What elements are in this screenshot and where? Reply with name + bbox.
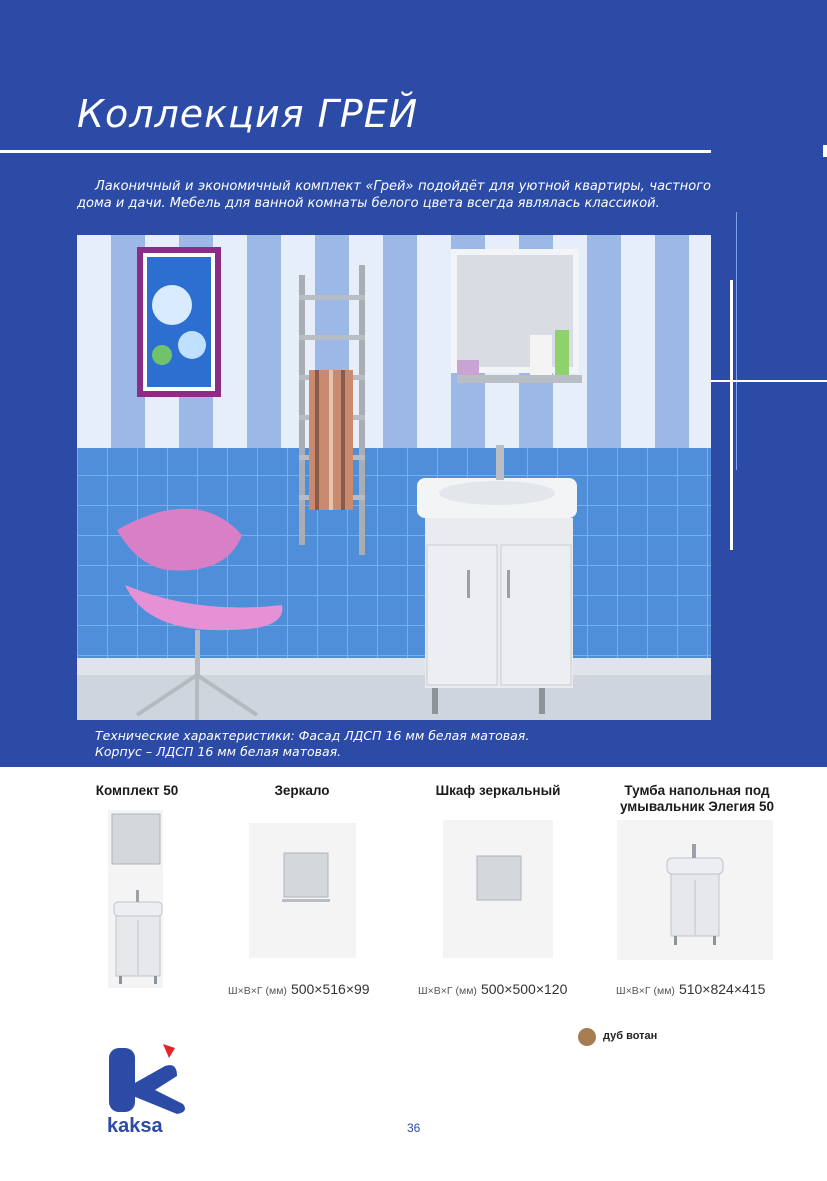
product-title-set: Комплект 50 <box>95 783 179 798</box>
product-title-vanity-line-2: умывальник Элегия 50 <box>619 799 775 814</box>
logo-wordmark: kaksa <box>107 1115 163 1135</box>
product-image-mirror <box>249 823 356 958</box>
specs-line-1: Технические характеристики: Фасад ЛДСП 16 мм белая матовая. <box>95 728 530 743</box>
kaksa-logo <box>103 1040 198 1135</box>
product-dims-vanity <box>616 981 765 999</box>
dims-label: Ш×В×Г (мм) <box>616 985 675 997</box>
right-accent-bar <box>730 280 733 550</box>
dims-value: 500×516×99 <box>290 981 370 997</box>
collection-description: Лаконичный и экономичный комплект «Грей» подойдёт для уютной квартиры, частного дома и дачи. Мебель для ванной комнаты белого цвета всегда являлась классикой. <box>77 179 711 211</box>
product-image-set <box>108 810 163 988</box>
dims-value: 510×824×415 <box>678 981 766 997</box>
color-swatch-label: дуб вотан <box>603 1030 658 1042</box>
dims-label: Ш×В×Г (мм) <box>418 985 477 997</box>
corner-tick <box>823 145 827 157</box>
product-title-mirror: Зеркало <box>274 783 330 798</box>
color-swatch-oak[interactable] <box>578 1028 596 1046</box>
product-title-vanity <box>606 783 788 815</box>
specs-line-2: Корпус – ЛДСП 16 мм белая матовая. <box>95 744 342 759</box>
product-dims-mirror-cabinet <box>418 981 567 999</box>
title-underline <box>0 150 711 153</box>
product-image-vanity <box>617 820 773 960</box>
dims-value: 500×500×120 <box>480 981 568 997</box>
bathroom-photo <box>77 235 711 720</box>
right-horizontal-line <box>711 380 827 382</box>
page-title: Коллекция ГРЕЙ <box>77 92 419 136</box>
page-number: 36 <box>407 1121 421 1135</box>
product-dims-mirror <box>228 981 370 999</box>
product-image-mirror-cabinet <box>443 820 553 958</box>
dims-label: Ш×В×Г (мм) <box>228 985 287 997</box>
product-title-mirror-cabinet: Шкаф зеркальный <box>435 783 561 798</box>
right-accent-line <box>736 212 737 470</box>
product-title-vanity-line-1: Тумба напольная под <box>624 783 770 798</box>
technical-specs <box>95 728 529 760</box>
